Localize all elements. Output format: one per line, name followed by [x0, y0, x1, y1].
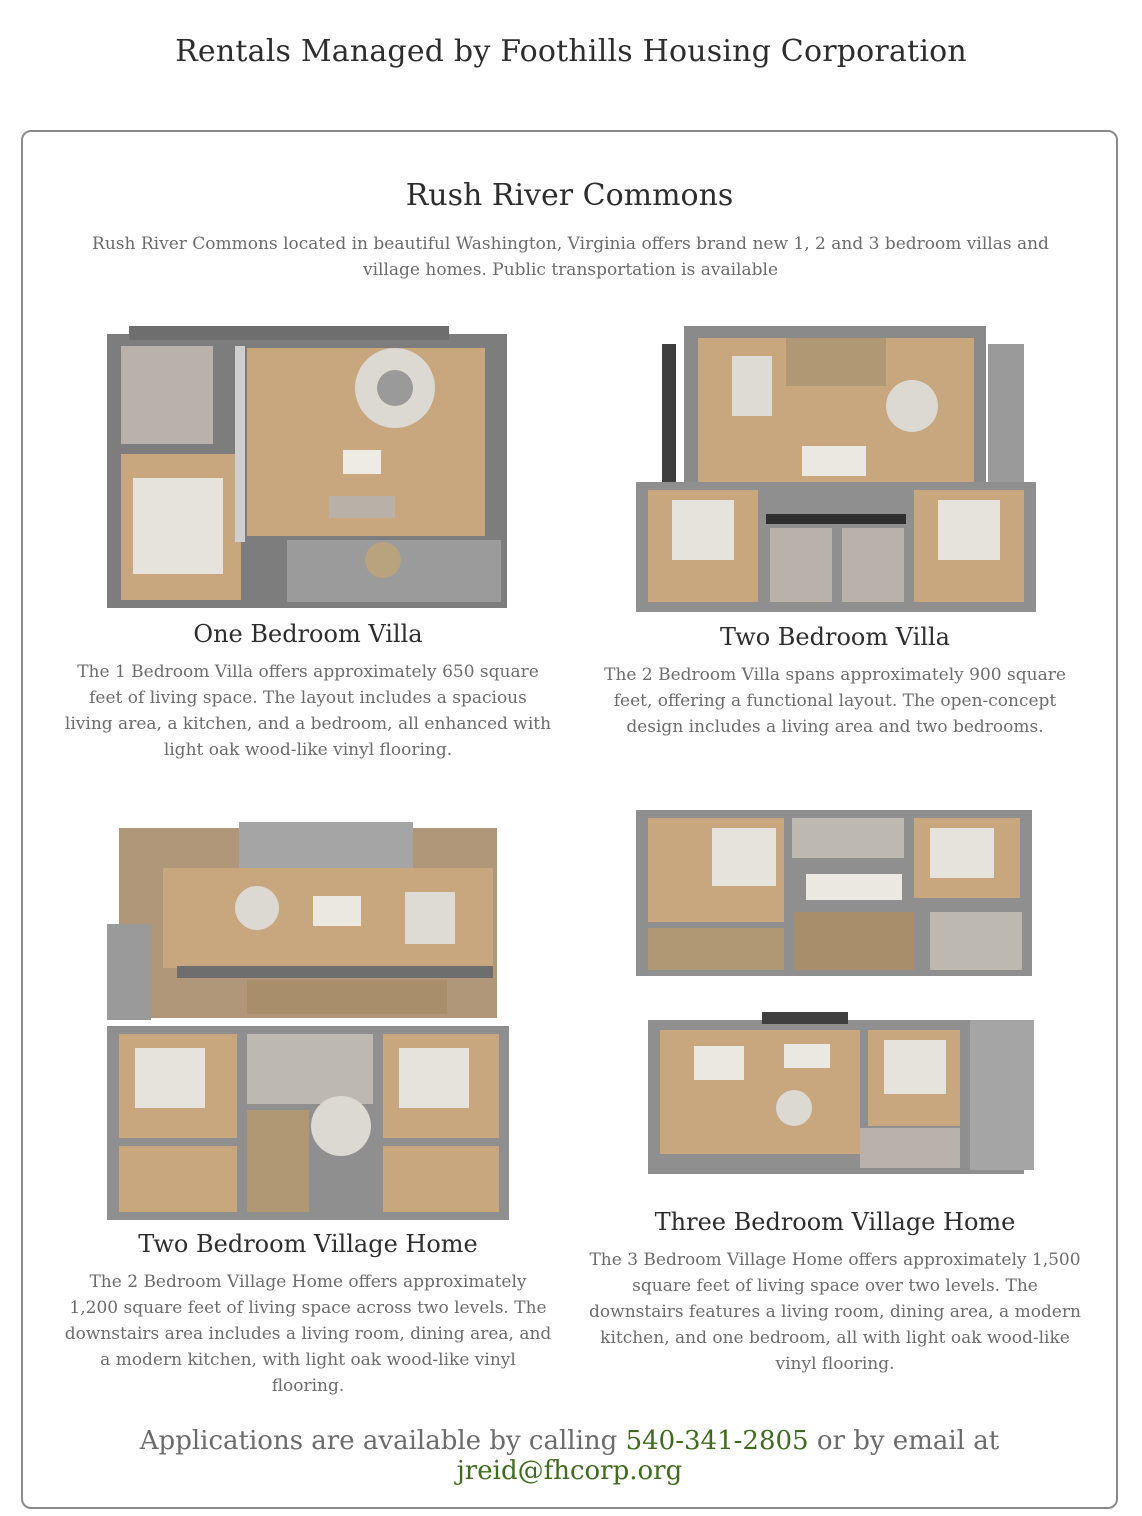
unit-description: The 2 Bedroom Villa spans approximately 900 square feet, offering a functional layout. The open-concept design includes a living area and two bedrooms. — [604, 665, 1066, 737]
unit-title: One Bedroom Villa — [193, 620, 423, 648]
property-title: Rush River Commons — [405, 178, 734, 213]
property-description: Rush River Commons located in beautiful Washington, Virginia offers brand new 1, 2 and 3 bedroom villas and village homes. Public transportation is available — [92, 234, 1049, 280]
unit-title: Three Bedroom Village Home — [654, 1208, 1016, 1236]
unit-title: Two Bedroom Village Home — [138, 1230, 478, 1258]
contact-middle: or by email at — [816, 1426, 1000, 1456]
unit-description: The 2 Bedroom Village Home offers approximately 1,200 square feet of living space across two levels. The downstairs area includes a living room, dining area, and a modern kitchen, with light oak wood-like vinyl flooring. — [64, 1272, 552, 1396]
floor-plan-image — [107, 326, 509, 610]
floor-plan-image — [107, 820, 509, 1220]
contact-prefix: Applications are available by calling — [139, 1426, 618, 1456]
phone-link[interactable]: 540-341-2805 — [625, 1426, 809, 1456]
floor-plan-image — [636, 326, 1036, 612]
unit-description: The 3 Bedroom Village Home offers approximately 1,500 square feet of living space over two levels. The downstairs features a living room, dining area, a modern kitchen, and one bedroom, all with light oak wood-like vinyl flooring. — [589, 1250, 1081, 1374]
page-title: Rentals Managed by Foothills Housing Corporation — [175, 34, 967, 69]
property-card — [21, 130, 1118, 1509]
application-contact — [23, 1426, 1116, 1486]
unit-description: The 1 Bedroom Villa offers approximately 650 square feet of living space. The layout includes a spacious living area, a kitchen, and a bedroom, all enhanced with light oak wood-like vinyl flooring. — [64, 662, 552, 760]
unit-title: Two Bedroom Villa — [720, 623, 950, 651]
email-link[interactable]: jreid@fhcorp.org — [456, 1456, 683, 1486]
floor-plan-image — [634, 808, 1036, 1180]
